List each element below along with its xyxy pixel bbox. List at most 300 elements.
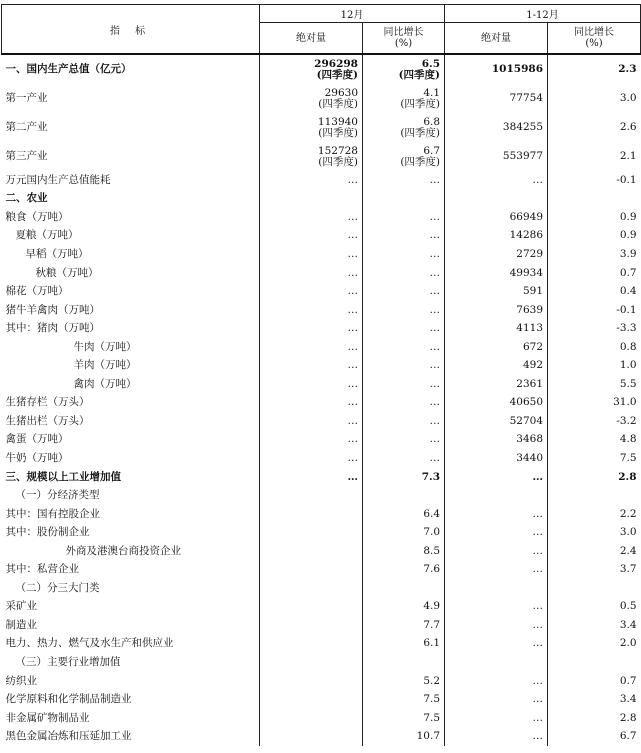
month-growth-cell [363,690,445,709]
cell-value: 3.0 [619,526,637,539]
row-label: 生猪存栏（万头） [5,396,90,409]
cell-value: 7.3 [421,470,441,483]
ytd-growth-cell [548,356,641,375]
cell-value: 14286 [509,229,544,242]
cell-note: (四季度) [318,97,358,110]
row-label: 禽蛋（万吨） [5,433,69,446]
cell-value: -3.2 [616,414,637,427]
cell-value: … [429,377,441,390]
row-label: 二、农业 [5,192,48,205]
ytd-absolute-cell [445,598,548,617]
cell-value: 2.3 [618,63,637,75]
ytd-growth-cell [548,375,641,394]
ytd-absolute-cell [445,616,548,635]
cell-value: 3.4 [619,693,637,706]
cell-value: -0.1 [616,173,637,186]
growth-label: 同比增长 [383,27,424,38]
cell-value: 3440 [516,451,544,464]
ytd-absolute-cell [445,579,548,598]
row-label: 生猪出栏（万头） [5,414,90,427]
month-growth-cell [363,653,445,672]
month-growth-header [363,23,445,55]
ytd-absolute-cell [445,171,548,190]
cell-value: 2.0 [619,637,637,650]
month-absolute-cell [260,227,363,246]
table-row [2,142,641,171]
cell-value: … [347,377,358,390]
month-absolute-cell [260,653,363,672]
table-row [2,301,641,320]
cell-value: 2729 [516,247,544,260]
ytd-absolute-cell [445,356,548,375]
cell-value: 4.1 [423,86,441,99]
month-growth-cell [363,301,445,320]
month-growth-cell [363,468,445,487]
ytd-growth-cell [548,319,641,338]
row-label: 采矿业 [5,600,37,613]
row-label: 第二产业 [5,121,48,133]
table-row [2,672,641,691]
ytd-absolute-cell [445,84,548,113]
month-growth-cell [363,412,445,431]
cell-value: 7639 [516,303,544,316]
ytd-growth-cell [548,227,641,246]
row-label: 禽肉（万吨） [73,377,137,390]
month-growth-cell [363,486,445,505]
table-row [2,523,641,542]
month-absolute-cell [260,54,363,84]
table-row [2,449,641,468]
ytd-absolute-cell [445,468,548,487]
row-label: 其中：股份制企业 [5,526,90,539]
ytd-growth-cell [548,523,641,542]
ytd-growth-cell [548,84,641,113]
cell-value: 7.6 [423,563,441,576]
month-growth-cell [363,579,445,598]
ytd-growth-cell [548,245,641,264]
table-row [2,245,641,264]
cell-value: 8.5 [423,544,441,557]
cell-value: 66949 [509,210,544,223]
month-growth-cell [363,142,445,171]
month-absolute-cell [260,375,363,394]
ytd-absolute-cell [445,709,548,728]
month-growth-cell [363,319,445,338]
month-growth-cell [363,616,445,635]
row-label: 秋粮（万吨） [35,266,99,279]
month-absolute-cell [260,690,363,709]
ytd-absolute-cell [445,653,548,672]
table-row [2,579,641,598]
cell-value: 2.2 [619,507,637,520]
cell-value: … [429,451,441,464]
ytd-growth-cell [548,560,641,579]
table-row [2,635,641,654]
cell-value: 2.4 [619,544,637,557]
ytd-growth-cell [548,579,641,598]
row-label: 其中：国有控股企业 [5,507,100,520]
month-growth-cell [363,505,445,524]
cell-value: 6.7 [619,730,637,743]
ytd-growth-cell [548,54,641,84]
row-label: 外商及港澳台商投资企业 [65,544,181,557]
cell-value: 553977 [502,150,544,162]
month-growth-cell [363,282,445,301]
cell-value: … [429,303,441,316]
ytd-absolute-cell [445,301,548,320]
cell-value: … [532,600,544,613]
ytd-absolute-cell [445,505,548,524]
ytd-growth-cell [548,449,641,468]
month-growth-cell [363,208,445,227]
cell-value: … [347,303,358,316]
row-label: 纺织业 [5,674,37,687]
cell-value: 1015986 [491,63,544,75]
cell-value: … [347,340,358,353]
ytd-absolute-cell [445,727,548,746]
month-absolute-cell [260,523,363,542]
table-row [2,84,641,113]
row-label: （二）分三大门类 [15,581,100,594]
cell-value: … [429,247,441,260]
cell-value: … [532,674,544,687]
cell-value: … [429,433,441,446]
cell-value: -3.3 [616,322,637,335]
month-absolute-cell [260,449,363,468]
month-absolute-cell [260,579,363,598]
ytd-growth-cell [548,113,641,142]
cell-value: 4.9 [423,600,441,613]
cell-value: 4.8 [619,433,637,446]
table-row [2,709,641,728]
cell-value: 0.5 [619,600,637,613]
cell-value: 113940 [317,115,358,128]
cell-note: (四季度) [398,68,441,81]
cell-value: 6.1 [423,637,441,650]
ytd-absolute-cell [445,208,548,227]
table-row [2,190,641,209]
cell-value: 31.0 [613,396,637,409]
table-row [2,356,641,375]
table-row [2,727,641,746]
cell-value: 10.7 [416,730,441,743]
cell-value: … [347,359,358,372]
ytd-absolute-cell [445,142,548,171]
ytd-absolute-cell [445,54,548,84]
row-label: 其中：私营企业 [5,563,79,576]
cell-value: 2.6 [619,121,637,133]
cell-value: … [429,340,441,353]
row-label: 粮食（万吨） [5,210,69,223]
cell-value: 3.4 [619,618,637,631]
month-growth-cell [363,245,445,264]
ytd-growth-cell [548,616,641,635]
table-row [2,505,641,524]
row-label: 猪牛羊禽肉（万吨） [5,303,100,316]
month-growth-cell [363,264,445,283]
month-absolute-cell [260,142,363,171]
ytd-growth-cell [548,598,641,617]
table-row [2,690,641,709]
cell-value: 3468 [516,433,544,446]
month-absolute-cell [260,356,363,375]
ytd-absolute-cell [445,264,548,283]
month-growth-cell [363,431,445,450]
cell-value: … [347,451,358,464]
ytd-absolute-cell [445,449,548,468]
ytd-absolute-cell [445,245,548,264]
table-row [2,264,641,283]
month-growth-cell [363,727,445,746]
month-growth-cell [363,523,445,542]
month-absolute-cell [260,542,363,561]
table-row [2,338,641,357]
month-growth-cell [363,709,445,728]
ytd-absolute-cell [445,690,548,709]
table-row [2,54,641,84]
month-absolute-cell [260,338,363,357]
cell-note: (四季度) [400,155,441,168]
ytd-growth-cell [548,486,641,505]
cell-value: … [532,730,544,743]
month-growth-cell [363,672,445,691]
month-absolute-cell [260,709,363,728]
cell-value: 5.2 [423,674,441,687]
month-absolute-cell [260,486,363,505]
cell-note: (四季度) [400,126,441,139]
month-absolute-header: 绝对量 [260,23,363,55]
month-absolute-cell [260,301,363,320]
month-absolute-cell [260,412,363,431]
row-label: 夏粮（万吨） [15,229,79,242]
cell-value: 492 [522,359,544,372]
row-label: 黑色金属冶炼和压延加工业 [5,730,132,743]
cell-note: (四季度) [318,126,358,139]
statistics-table [1,4,641,746]
table-row [2,468,641,487]
ytd-growth-cell [548,672,641,691]
cell-value: … [532,470,544,483]
cell-value: 384255 [502,121,544,133]
cell-value: 7.5 [423,693,441,706]
row-label: 第三产业 [5,150,48,162]
row-label: （一）分经济类型 [15,489,100,502]
cell-value: … [532,507,544,520]
ytd-growth-cell [548,338,641,357]
month-growth-cell [363,113,445,142]
cell-value: … [532,563,544,576]
table-row [2,227,641,246]
month-absolute-cell [260,113,363,142]
cell-value: 2.8 [618,470,637,483]
cell-value: … [429,266,441,279]
month-absolute-cell [260,208,363,227]
month-absolute-cell [260,635,363,654]
cell-value: … [429,210,441,223]
cell-value: 6.4 [423,507,441,520]
cell-value: 0.7 [619,266,637,279]
month-absolute-cell [260,171,363,190]
cell-value: … [347,266,358,279]
month-growth-cell [363,190,445,209]
row-label: 制造业 [5,618,37,631]
cell-value: 4113 [516,322,544,335]
ytd-absolute-cell [445,486,548,505]
cell-value: … [532,618,544,631]
growth-label: 同比增长 [574,27,615,38]
month-growth-cell [363,338,445,357]
ytd-growth-cell [548,635,641,654]
cell-value: … [532,544,544,557]
month-growth-cell [363,375,445,394]
ytd-growth-cell [548,171,641,190]
cell-value: … [429,229,441,242]
row-label: 棉花（万吨） [5,285,69,298]
month-growth-cell [363,449,445,468]
month-absolute-cell [260,616,363,635]
cell-value: 52704 [509,414,544,427]
table-row [2,171,641,190]
cell-value: … [347,173,358,186]
row-label: 化学原料和化学制品制造业 [5,693,132,706]
cell-value: 49934 [509,266,544,279]
cell-value: … [347,396,358,409]
ytd-absolute-cell [445,227,548,246]
table-row [2,653,641,672]
cell-value: … [347,414,358,427]
ytd-absolute-cell [445,113,548,142]
row-label: 牛奶（万吨） [5,451,69,464]
month-absolute-cell [260,394,363,413]
cell-value: -0.1 [616,303,637,316]
table-row [2,616,641,635]
month-growth-cell [363,542,445,561]
cell-value: 29630 [324,86,358,99]
cell-value: 6.7 [423,144,441,157]
ytd-growth-cell [548,542,641,561]
month-absolute-cell [260,319,363,338]
growth-unit: (%) [585,38,603,49]
cell-value: 6.5 [421,57,441,70]
cell-value: … [429,285,441,298]
table-row [2,394,641,413]
month-growth-cell [363,54,445,84]
row-label: 羊肉（万吨） [73,359,137,372]
month-growth-cell [363,84,445,113]
indicator-header: 指 标 [2,5,260,55]
table-row [2,113,641,142]
cell-value: … [347,210,358,223]
cell-value: 2361 [516,377,544,390]
ytd-absolute-cell [445,394,548,413]
cell-note: (四季度) [400,97,441,110]
ytd-growth-cell [548,301,641,320]
cell-value: 77754 [509,92,544,104]
row-label: （三）主要行业增加值 [15,655,121,668]
ytd-growth-cell [548,282,641,301]
cell-value: 7.0 [423,526,441,539]
ytd-growth-cell [548,142,641,171]
ytd-growth-cell [548,431,641,450]
ytd-absolute-cell [445,375,548,394]
table-row [2,412,641,431]
ytd-growth-cell [548,208,641,227]
table-row [2,560,641,579]
cell-value: … [429,173,441,186]
ytd-period-header: 1-12月 [445,5,641,23]
cell-value: 2.8 [619,711,637,724]
cell-value: 1.0 [619,359,637,372]
month-absolute-cell [260,264,363,283]
ytd-growth-cell [548,727,641,746]
cell-value: 0.9 [619,210,637,223]
month-absolute-cell [260,560,363,579]
row-label: 三、规模以上工业增加值 [5,470,121,483]
cell-value: 0.7 [619,674,637,687]
cell-value: … [429,322,441,335]
ytd-absolute-cell [445,635,548,654]
cell-value: 3.9 [619,247,637,260]
cell-value: … [532,637,544,650]
ytd-growth-cell [548,505,641,524]
month-absolute-cell [260,282,363,301]
month-absolute-cell [260,190,363,209]
month-absolute-cell [260,727,363,746]
row-label: 非金属矿物制品业 [5,711,90,724]
cell-value: … [347,285,358,298]
cell-value: … [532,526,544,539]
cell-note: (四季度) [318,155,358,168]
cell-value: … [532,173,544,186]
cell-value: 3.7 [619,563,637,576]
month-growth-cell [363,394,445,413]
cell-value: 0.9 [619,229,637,242]
ytd-growth-cell [548,412,641,431]
ytd-growth-cell [548,653,641,672]
table-body [2,54,641,746]
table-row [2,486,641,505]
table-row [2,375,641,394]
ytd-absolute-cell [445,542,548,561]
table-row [2,598,641,617]
row-label: 早稻（万吨） [25,247,89,260]
cell-value: 0.8 [619,340,637,353]
row-label: 牛肉（万吨） [73,340,137,353]
cell-value: … [429,359,441,372]
table-row [2,319,641,338]
cell-value: 5.5 [619,377,637,390]
ytd-absolute-cell [445,412,548,431]
ytd-absolute-cell [445,319,548,338]
cell-value: 296298 [314,57,358,70]
cell-value: 3.0 [619,92,637,104]
growth-unit: (%) [394,38,413,49]
month-growth-cell [363,560,445,579]
cell-value: … [347,322,358,335]
cell-value: … [429,414,441,427]
table-row [2,542,641,561]
cell-value: … [347,470,358,483]
table-header [2,5,641,55]
cell-value: 7.5 [619,451,637,464]
month-growth-cell [363,598,445,617]
ytd-absolute-cell [445,560,548,579]
month-absolute-cell [260,84,363,113]
month-growth-cell [363,635,445,654]
row-label: 电力、热力、燃气及水生产和供应业 [5,637,174,650]
ytd-absolute-cell [445,190,548,209]
ytd-absolute-cell [445,431,548,450]
